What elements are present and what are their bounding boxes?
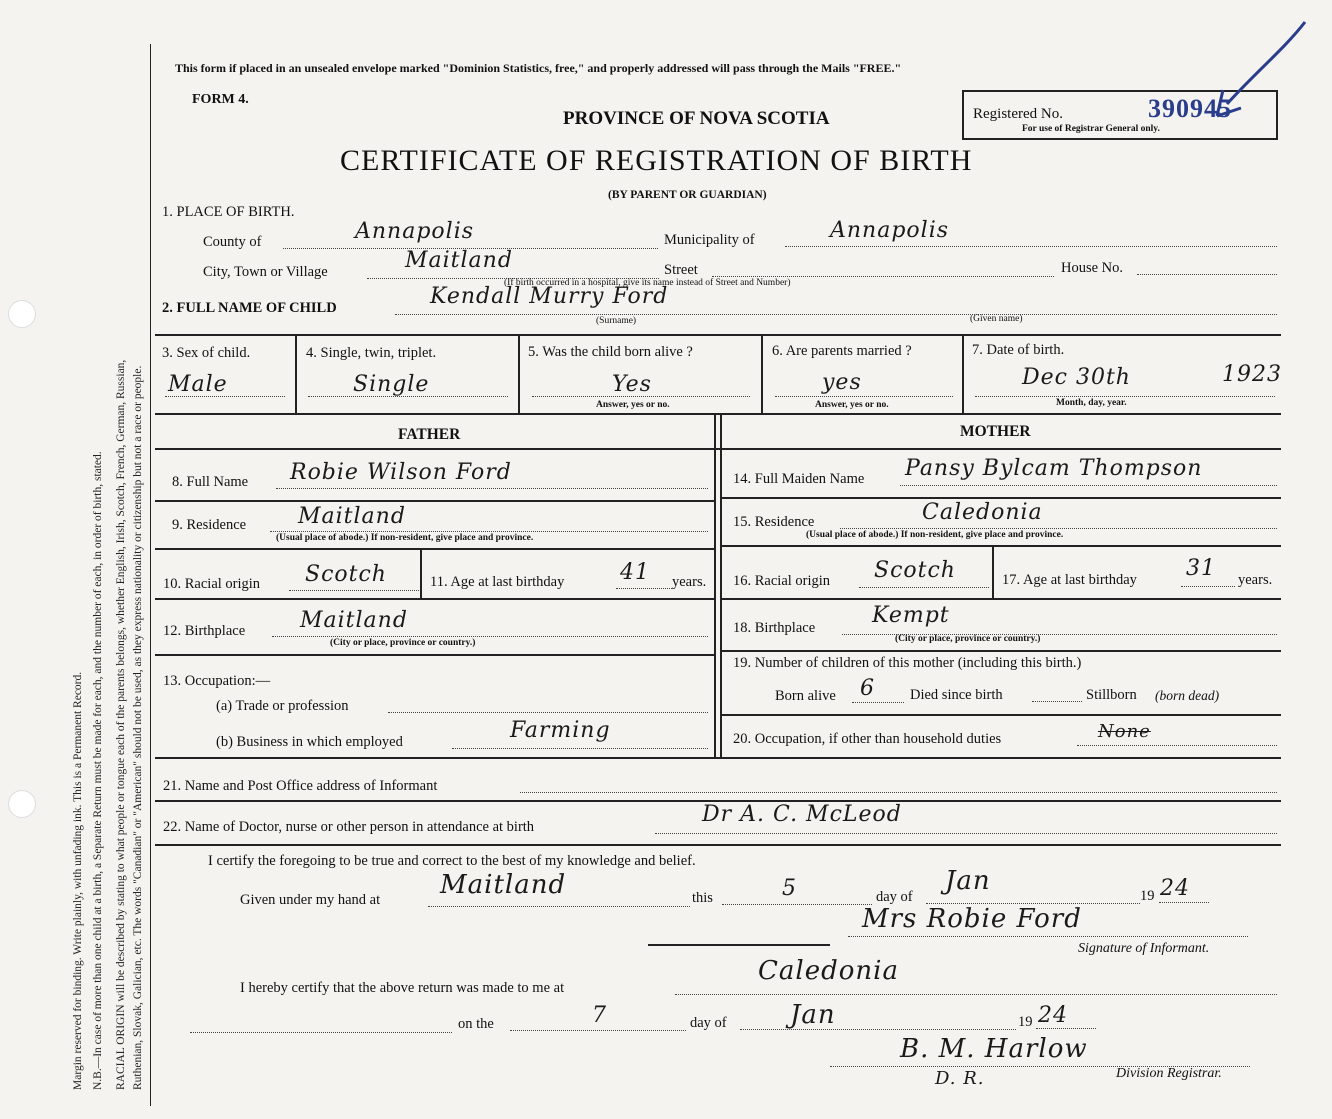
father-name-label: 8. Full Name xyxy=(172,474,249,490)
given-day-line xyxy=(722,904,872,905)
father-racial-value: Scotch xyxy=(305,562,387,587)
mother-years-label: years. xyxy=(1238,572,1273,588)
father-business-value: Farming xyxy=(510,718,611,743)
registrar-initials: D. R. xyxy=(935,1068,985,1089)
father-occupation-label: 13. Occupation:— xyxy=(163,673,271,689)
born-alive-label: Born alive xyxy=(775,688,836,704)
margin-note-3: RACIAL ORIGIN will be described by stating to what people or tongue each of the parents belongs, whether English, Irish, Scotch, French, German, Russian, xyxy=(115,359,127,1090)
registrar-signature: B. M. Harlow xyxy=(900,1034,1088,1064)
hereby-label: I hereby certify that the above return was made to me at xyxy=(240,980,565,996)
row3-bottom-border xyxy=(155,413,1281,415)
father-residence-line xyxy=(270,531,708,532)
binding-margin-line xyxy=(150,44,151,1106)
province-heading: PROVINCE OF NOVA SCOTIA xyxy=(563,108,830,129)
mother-age-label: 17. Age at last birthday xyxy=(1002,572,1137,588)
reg-day-line xyxy=(510,1030,686,1031)
died-since-birth-line xyxy=(1032,701,1082,702)
municipality-line xyxy=(785,246,1277,247)
given-year-value: 24 xyxy=(1160,876,1190,901)
arrow-mark-icon xyxy=(1205,18,1315,128)
dob-year: 1923 xyxy=(1222,362,1282,387)
married-value: yes xyxy=(822,370,862,395)
mother-residence-value: Caledonia xyxy=(922,500,1043,525)
given-under-label: Given under my hand at xyxy=(240,892,381,908)
father-business-label: (b) Business in which employed xyxy=(216,734,403,750)
reg-year-prefix: 19 xyxy=(1018,1014,1033,1030)
mother-name-value: Pansy Bylcam Thompson xyxy=(905,456,1203,481)
father-age-value: 41 xyxy=(620,560,650,585)
alive-label: 5. Was the child born alive ? xyxy=(528,344,693,360)
informant-signature-line xyxy=(848,936,1248,937)
given-year-line xyxy=(1159,902,1209,903)
informant-signature-label: Signature of Informant. xyxy=(1078,941,1210,956)
registered-number: 390945 xyxy=(1148,94,1232,123)
born-alive-line xyxy=(852,702,904,703)
house-label: House No. xyxy=(1061,260,1124,276)
father-racial-line xyxy=(289,590,419,591)
dob-value: Dec 30th xyxy=(1022,365,1131,390)
this-label: this xyxy=(692,890,713,906)
margin-note-2: N.B.—In case of more than one child at a birth, a Separate Return must be made for each, and the number of each, in order of birth, stated. xyxy=(92,451,104,1090)
binding-hole-bottom xyxy=(8,790,36,818)
reg-day-of-label: day of xyxy=(690,1015,727,1031)
married-label: 6. Are parents married ? xyxy=(772,343,912,359)
sex-label: 3. Sex of child. xyxy=(162,345,251,361)
father-heading: FATHER xyxy=(398,426,461,443)
father-row-9-border xyxy=(155,548,715,550)
alive-note: Answer, yes or no. xyxy=(596,400,670,410)
dob-note: Month, day, year. xyxy=(1056,398,1127,408)
mother-birthplace-label: 18. Birthplace xyxy=(733,620,816,636)
county-value: Annapolis xyxy=(355,219,475,244)
city-label: City, Town or Village xyxy=(203,264,328,280)
row3-divider-1 xyxy=(295,334,297,414)
reg-month-line xyxy=(740,1029,1016,1030)
father-trade-line xyxy=(388,712,708,713)
house-line xyxy=(1137,274,1277,275)
street-line xyxy=(712,276,1054,277)
stillborn-note: (born dead) xyxy=(1155,688,1220,703)
mother-row-19-border xyxy=(721,714,1281,716)
street-label: Street xyxy=(664,262,698,278)
certificate-title: CERTIFICATE OF REGISTRATION OF BIRTH xyxy=(340,144,973,177)
signature-rule xyxy=(648,944,830,946)
mother-row-14-border xyxy=(721,497,1281,499)
given-day-value: 5 xyxy=(782,876,797,901)
street-note: (If birth occurred in a hospital, give its name instead of Street and Number) xyxy=(504,278,791,288)
mother-occupation-line xyxy=(1077,745,1277,746)
division-registrar-label: Division Registrar. xyxy=(1116,1066,1222,1081)
father-age-line xyxy=(616,588,672,589)
given-place-line xyxy=(428,906,690,907)
surname-note: (Surname) xyxy=(596,316,637,326)
child-name-line xyxy=(395,314,1277,315)
mother-heading: MOTHER xyxy=(960,423,1031,440)
mother-racial-divider xyxy=(992,546,994,598)
parents-divider-left xyxy=(714,415,716,757)
reg-day-value: 7 xyxy=(592,1003,607,1028)
day-of-label: day of xyxy=(876,889,913,905)
mother-name-line xyxy=(900,485,1277,486)
on-the-label: on the xyxy=(458,1016,494,1032)
father-age-label: 11. Age at last birthday xyxy=(430,574,565,590)
mother-row-18-border xyxy=(721,650,1281,652)
father-name-line xyxy=(276,488,708,489)
reg-year-value: 24 xyxy=(1038,1003,1068,1028)
registered-label: Registered No. xyxy=(973,106,1063,122)
mother-residence-line xyxy=(840,528,1277,529)
certification-statement: I certify the foregoing to be true and correct to the best of my knowledge and belief. xyxy=(208,853,696,869)
plurality-value: Single xyxy=(353,372,430,397)
plurality-label: 4. Single, twin, triplet. xyxy=(306,345,437,361)
father-birthplace-line xyxy=(272,636,708,637)
row3-divider-3 xyxy=(761,334,763,414)
city-value: Maitland xyxy=(405,248,513,273)
doctor-value: Dr A. C. McLeod xyxy=(702,802,902,827)
father-birthplace-value: Maitland xyxy=(300,608,408,633)
sex-value: Male xyxy=(168,372,228,397)
father-birthplace-label: 12. Birthplace xyxy=(163,623,246,639)
father-residence-label: 9. Residence xyxy=(172,517,247,533)
reg-year-line xyxy=(1036,1028,1096,1029)
row3-divider-4 xyxy=(962,334,964,414)
given-place-value: Maitland xyxy=(440,870,567,900)
father-name-value: Robie Wilson Ford xyxy=(290,460,512,485)
registrar-place-value: Caledonia xyxy=(758,956,899,986)
row3-divider-2 xyxy=(518,334,520,414)
row3-top-border xyxy=(155,334,1281,336)
stillborn-label: Stillborn xyxy=(1086,687,1137,703)
father-racial-label: 10. Racial origin xyxy=(163,576,261,592)
doctor-line xyxy=(655,833,1277,834)
margin-note-4: Ruthenian, Slovak, Galician, etc. The words "Canadian" or "American" should not be used, as they express nationality or citizenship but not a race or people. xyxy=(132,365,144,1090)
parents-divider-right xyxy=(720,415,722,757)
mother-racial-label: 16. Racial origin xyxy=(733,573,831,589)
informant-line xyxy=(520,792,1277,793)
margin-note-1: Margin reserved for binding. Write plainly, with unfading ink. This is a Permanent Record. xyxy=(72,671,84,1090)
county-label: County of xyxy=(203,234,262,250)
municipality-label: Municipality of xyxy=(664,232,755,248)
given-year-prefix: 19 xyxy=(1140,888,1155,904)
mother-birthplace-value: Kempt xyxy=(872,603,950,628)
married-line xyxy=(775,396,953,397)
dob-label: 7. Date of birth. xyxy=(972,342,1065,358)
child-name-value: Kendall Murry Ford xyxy=(430,284,669,309)
given-name-note: (Given name) xyxy=(970,314,1023,324)
father-row-12-border xyxy=(155,654,715,656)
mother-residence-label: 15. Residence xyxy=(733,514,815,530)
alive-value: Yes xyxy=(612,372,652,397)
mother-row-16-border xyxy=(721,598,1281,600)
mother-racial-value: Scotch xyxy=(874,558,956,583)
place-of-birth-label: 1. PLACE OF BIRTH. xyxy=(162,204,295,220)
row22-border xyxy=(155,844,1281,846)
mother-birthplace-note: (City or place, province or country.) xyxy=(895,634,1041,644)
born-alive-value: 6 xyxy=(860,676,875,701)
mother-age-line xyxy=(1181,586,1235,587)
father-business-line xyxy=(452,748,708,749)
dob-line xyxy=(975,396,1275,397)
informant-label: 21. Name and Post Office address of Informant xyxy=(163,778,438,794)
father-racial-divider xyxy=(420,549,422,599)
parents-bottom-border xyxy=(155,757,1281,759)
informant-signature: Mrs Robie Ford xyxy=(862,904,1082,934)
mother-occupation-value: None xyxy=(1098,721,1151,742)
died-since-birth-label: Died since birth xyxy=(910,687,1003,703)
heading-underline xyxy=(155,448,1281,450)
child-name-label: 2. FULL NAME OF CHILD xyxy=(162,300,337,316)
father-birthplace-note: (City or place, province or country.) xyxy=(330,638,476,648)
mother-occupation-label: 20. Occupation, if other than household duties xyxy=(733,731,1002,747)
municipality-value: Annapolis xyxy=(830,218,950,243)
certificate-subtitle: (BY PARENT OR GUARDIAN) xyxy=(608,189,767,201)
registrar-note: For use of Registrar General only. xyxy=(1022,124,1160,134)
mother-age-value: 31 xyxy=(1186,556,1216,581)
father-years-label: years. xyxy=(672,574,707,590)
reg-month-value: Jan xyxy=(790,1000,836,1030)
father-row-8-border xyxy=(155,500,715,502)
mother-residence-note: (Usual place of abode.) If non-resident, give place and province. xyxy=(806,530,1064,540)
registrar-blank-line xyxy=(190,1032,452,1033)
doctor-label: 22. Name of Doctor, nurse or other person in attendance at birth xyxy=(163,819,535,835)
binding-hole-top xyxy=(8,300,36,328)
given-month-value: Jan xyxy=(945,866,991,896)
mother-children-label: 19. Number of children of this mother (including this birth.) xyxy=(733,655,1082,671)
father-residence-note: (Usual place of abode.) If non-resident, give place and province. xyxy=(276,533,534,543)
father-residence-value: Maitland xyxy=(298,504,406,529)
father-row-10-border xyxy=(155,598,715,600)
married-note: Answer, yes or no. xyxy=(815,400,889,410)
mother-row-15-border xyxy=(721,545,1281,547)
father-trade-label: (a) Trade or profession xyxy=(216,698,349,714)
form-number: FORM 4. xyxy=(192,92,249,107)
registrar-place-line xyxy=(675,994,1277,995)
mother-name-label: 14. Full Maiden Name xyxy=(733,471,865,487)
mother-racial-line xyxy=(859,587,989,588)
mail-notice: This form if placed in an unsealed envelope marked "Dominion Statistics, free," and properly addressed will pass through the Mails "FREE." xyxy=(175,61,902,75)
